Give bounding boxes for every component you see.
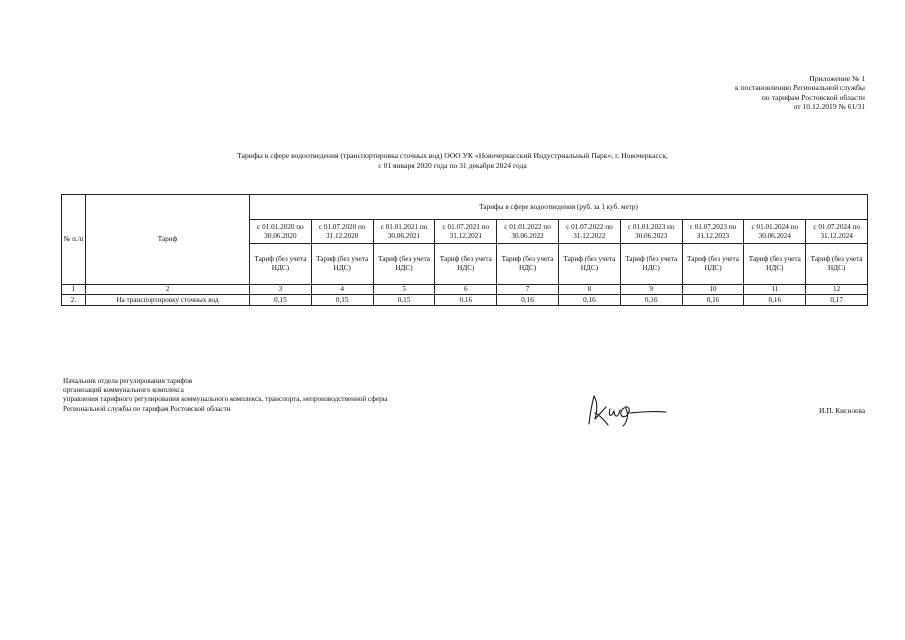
position-line: организаций коммунального комплекса <box>63 386 184 395</box>
period-header: с 01.07.2020 по 31.12.2020 <box>311 220 373 244</box>
tariff-subheader: Тариф (без учета НДС) <box>682 244 744 285</box>
tariff-subheader: Тариф (без учета НДС) <box>497 244 559 285</box>
column-number: 10 <box>682 285 744 295</box>
tariff-value: 0,17 <box>806 295 868 306</box>
signer-name: И.П. Кисилева <box>819 406 865 415</box>
column-number: 7 <box>497 285 559 295</box>
period-header: с 01.07.2023 по 31.12.2023 <box>682 220 744 244</box>
appendix-line: Приложение № 1 <box>809 74 865 83</box>
column-number: 11 <box>744 285 806 295</box>
tariff-value: 0,15 <box>373 295 435 306</box>
tariff-subheader: Тариф (без учета НДС) <box>744 244 806 285</box>
column-number: 6 <box>435 285 497 295</box>
header-number: № п./п <box>62 195 86 285</box>
table-row <box>62 295 868 306</box>
appendix-reference <box>735 74 865 112</box>
tariff-subheader: Тариф (без учета НДС) <box>250 244 312 285</box>
header-tariff-group: Тарифы в сфере водоотведения (руб. за 1 куб. метр) <box>250 195 868 220</box>
column-number: 5 <box>373 285 435 295</box>
title-line-2: с 01 января 2020 года по 31 декабря 2024 года <box>378 161 527 170</box>
tariff-subheader: Тариф (без учета НДС) <box>806 244 868 285</box>
header-tariff: Тариф <box>86 195 250 285</box>
period-header: с 01.07.2021 по 31.12.2021 <box>435 220 497 244</box>
position-line: Начальник отдела регулирования тарифов <box>63 377 193 385</box>
tariff-value: 0,16 <box>435 295 497 306</box>
appendix-line: от 10.12.2019 № 61/31 <box>793 102 865 112</box>
column-number: 8 <box>558 285 620 295</box>
tariff-subheader: Тариф (без учета НДС) <box>311 244 373 285</box>
tariff-value: 0,16 <box>497 295 559 306</box>
column-number: 4 <box>311 285 373 295</box>
tariff-value: 0,15 <box>311 295 373 306</box>
tariff-value: 0,16 <box>682 295 744 306</box>
period-header: с 01.01.2020 по 30.06.2020 <box>250 220 312 244</box>
tariff-subheader: Тариф (без учета НДС) <box>558 244 620 285</box>
row-tariff-name: На транспортировку сточных вод <box>86 295 250 306</box>
tariff-value: 0,15 <box>250 295 312 306</box>
period-header: с 01.01.2022 по 30.06.2022 <box>497 220 559 244</box>
appendix-line: к постановлению Региональной службы <box>734 83 865 93</box>
title-line-1: Тарифы в сфере водоотведения (транспортировка сточных вод) ООО УК «Новочеркасский Индустриальный Парк», г. Новочеркасск, <box>237 151 668 160</box>
column-number: 1 <box>62 285 86 295</box>
period-header: с 01.01.2024 по 30.06.2024 <box>744 220 806 244</box>
document-title <box>0 151 905 171</box>
column-number: 12 <box>806 285 868 295</box>
tariff-table <box>61 194 868 306</box>
position-line: управления тарифного регулирования коммунального комплекса, транспорта, непроизводственной сферы <box>63 395 388 404</box>
period-header: с 01.01.2021 по 30.06.2021 <box>373 220 435 244</box>
tariff-subheader: Тариф (без учета НДС) <box>435 244 497 285</box>
column-number: 9 <box>620 285 682 295</box>
handwritten-signature <box>586 392 670 428</box>
appendix-line: по тарифам Ростовской области <box>761 92 865 102</box>
period-header: с 01.07.2024 по 31.12.2024 <box>806 220 868 244</box>
row-number: 2. <box>62 295 86 306</box>
tariff-value: 0,16 <box>620 295 682 306</box>
tariff-subheader: Тариф (без учета НДС) <box>373 244 435 285</box>
period-header: с 01.07.2022 по 31.12.2022 <box>558 220 620 244</box>
tariff-subheader: Тариф (без учета НДС) <box>620 244 682 285</box>
tariff-value: 0,16 <box>558 295 620 306</box>
column-number: 3 <box>250 285 312 295</box>
column-number: 2 <box>86 285 250 295</box>
period-header: с 01.01.2023 по 30.06.2023 <box>620 220 682 244</box>
signatory-position <box>63 377 388 414</box>
tariff-value: 0,16 <box>744 295 806 306</box>
position-line: Региональной службы по тарифам Ростовской области <box>63 404 231 413</box>
